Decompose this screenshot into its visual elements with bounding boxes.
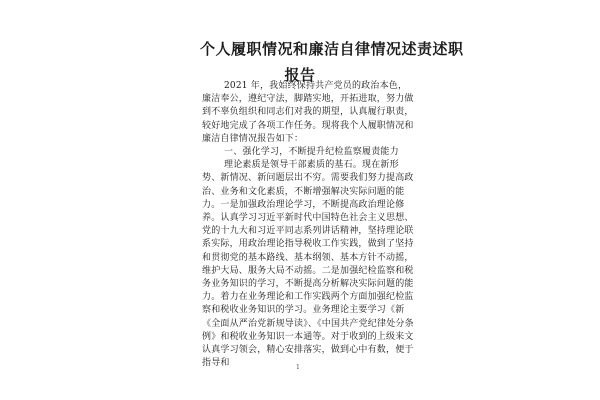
section-heading: 一、强化学习，不断提升纪检监察履责能力 bbox=[224, 147, 399, 158]
document-body bbox=[202, 80, 414, 370]
paragraph-section-one: 理论素质是领导干部素质的基石。现在新形势、新情况、新问题层出不穷。需要我们努力提高政治、业务和文化素质，不断增强解决实际问题的能力。一是加强政治理论学习，不断提高政治理论修养。认真学习习近平新时代中国特色社会主义思想、党的十九大和习近平同志系列讲话精神，坚持理论联系实际，用政治理论指导税收工作实践，做到了坚持和贯彻党的基本路线、基本纲领、基本方针不动摇，维护大局、服务大局不动摇。二是加强纪检监察和税务业务知识的学习，不断提高分析解决实际问题的能力。着力在业务理论和工作实践两个方面加强纪检监察和税收业务知识的学习。业务理论主要学习《新《全面从严治党新规导读》、《中国共产党纪律处分条例》和税收业务知识一本通等。对于收到的上级来文认真学习领会，精心安排落实，做到心中有数，便于指导和 bbox=[202, 160, 414, 369]
title-line-1: 个人履职情况和廉洁自律情况述责述职 bbox=[200, 40, 464, 58]
title-line-2: 报告 bbox=[284, 66, 316, 84]
page-number: 1 bbox=[296, 364, 300, 371]
paragraph-intro: 2021 年，我始终保持共产党员的政治本色，廉洁奉公，遵纪守法，脚踏实地，开拓进取，努力做到不辜负组织和同志们对我的期望，认真履行职责，较好地完成了各项工作任务。现将我个人履职情况和廉洁自律情况报告如下： bbox=[202, 81, 414, 144]
